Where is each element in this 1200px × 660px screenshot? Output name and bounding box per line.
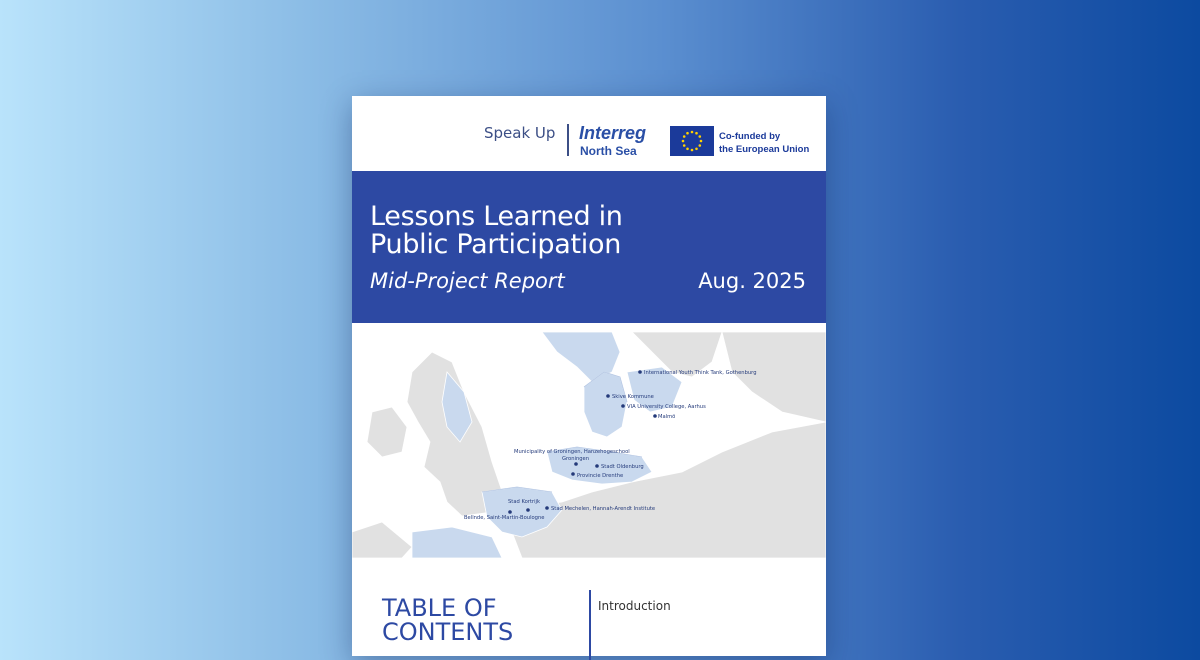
- map-label-mechelen: Stad Mechelen, Hannah-Arendt Institute: [551, 506, 656, 512]
- report-title-line-2: Public Participation: [370, 229, 622, 260]
- report-subtitle: Mid-Project Report: [370, 269, 565, 293]
- report-title-line-1: Lessons Learned in: [370, 201, 623, 232]
- toc-divider: [589, 590, 591, 660]
- dot-groningen: [574, 462, 578, 466]
- project-partners-map: [352, 332, 826, 558]
- map-label-oldenburg: Stadt Oldenburg: [601, 464, 644, 470]
- toc-item-introduction[interactable]: Introduction: [598, 599, 671, 613]
- map-label-drenthe: Provincie Drenthe: [577, 473, 624, 479]
- report-date: Aug. 2025: [698, 269, 806, 293]
- map-label-skive: Skive Kommune: [612, 394, 654, 400]
- dot-mechelen: [545, 506, 549, 510]
- map-label-aarhus: VIA University College, Aarhus: [627, 404, 706, 410]
- europe-map: [352, 332, 826, 558]
- speak-up-logo: Speak Up: [484, 124, 556, 142]
- eu-line-1: Co-funded by: [719, 131, 781, 142]
- dot-kortrijk: [526, 508, 530, 512]
- header-divider: [567, 124, 569, 156]
- map-label-groningen: Municipality of Groningen, Hanzehogeschool: [514, 449, 630, 455]
- map-label-boulogne: Bellnde, Saint-Martin-Boulogne: [464, 515, 545, 521]
- cover-header: [352, 96, 826, 171]
- dot-skive: [606, 394, 610, 398]
- toc-title-line-1: TABLE OF: [382, 594, 497, 622]
- eu-flag-icon: [670, 126, 714, 156]
- report-cover: [352, 96, 826, 656]
- dot-drenthe: [571, 472, 575, 476]
- toc-title: [382, 596, 513, 644]
- dot-aarhus: [621, 404, 625, 408]
- dot-boulogne: [508, 510, 512, 514]
- title-banner: [352, 171, 826, 323]
- map-label-kortrijk: Stad Kortrijk: [508, 499, 540, 505]
- interreg-logo: Interreg: [579, 123, 647, 143]
- map-label-malmo: Malmö: [658, 414, 676, 420]
- toc-title-line-2: CONTENTS: [382, 618, 514, 646]
- dot-gothenburg: [638, 370, 642, 374]
- eu-cofunded-text: [719, 130, 809, 156]
- eu-line-2: the European Union: [719, 144, 810, 155]
- dot-oldenburg: [595, 464, 599, 468]
- dot-malmo: [653, 414, 657, 418]
- map-label-groningen-2: Groningen: [562, 456, 590, 462]
- map-label-gothenburg: International Youth Think Tank, Gothenburg: [644, 370, 757, 376]
- north-sea-label: North Sea: [580, 144, 637, 158]
